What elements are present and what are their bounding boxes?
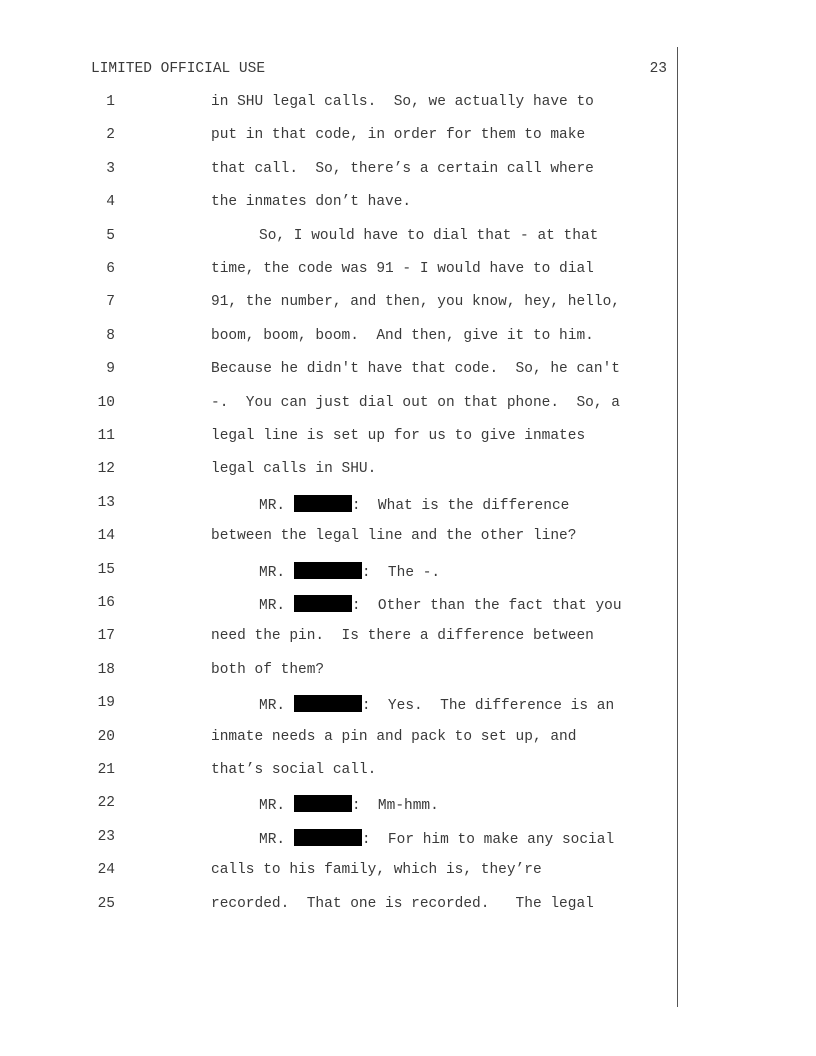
line-number: 2 — [106, 127, 115, 143]
line-number: 20 — [97, 729, 115, 745]
line-text: inmate needs a pin and pack to set up, and — [211, 729, 577, 745]
transcript-line — [0, 228, 680, 248]
line-text — [259, 562, 440, 581]
line-number: 12 — [97, 461, 115, 477]
line-number: 11 — [97, 428, 115, 444]
line-number: 17 — [97, 628, 115, 644]
speaker-prefix: MR. — [259, 698, 294, 714]
transcript-line — [0, 261, 680, 281]
line-text: legal calls in SHU. — [211, 461, 377, 477]
redaction-box — [294, 829, 362, 846]
transcript-line — [0, 528, 680, 548]
line-text — [259, 595, 622, 614]
transcript-line — [0, 896, 680, 916]
line-number: 10 — [97, 395, 115, 411]
line-number: 3 — [106, 161, 115, 177]
transcript-line — [0, 862, 680, 882]
transcript-line — [0, 628, 680, 648]
line-text: So, I would have to dial that - at that — [259, 228, 599, 244]
line-number: 21 — [97, 762, 115, 778]
speech-text: : Yes. The difference is an — [361, 698, 615, 714]
speaker-prefix: MR. — [259, 498, 294, 514]
line-number: 7 — [106, 294, 115, 310]
speech-text: : Other than the fact that you — [351, 598, 622, 614]
line-text: the inmates don’t have. — [211, 194, 412, 210]
transcript-line — [0, 194, 680, 214]
line-text — [259, 795, 439, 814]
page-header — [91, 61, 667, 81]
speech-text: : What is the difference — [351, 498, 570, 514]
transcript-line — [0, 495, 680, 515]
line-number: 19 — [97, 695, 115, 711]
line-number: 23 — [97, 829, 115, 845]
page-number: 23 — [649, 61, 667, 77]
speech-text: : Mm-hmm. — [351, 798, 439, 814]
transcript-line — [0, 428, 680, 448]
line-text: Because he didn't have that code. So, he can't — [211, 361, 620, 377]
line-text: calls to his family, which is, they’re — [211, 862, 542, 878]
speaker-prefix: MR. — [259, 565, 294, 581]
transcript-line — [0, 461, 680, 481]
line-number: 14 — [97, 528, 115, 544]
redaction-box — [294, 595, 352, 612]
speech-text: : The -. — [361, 565, 441, 581]
line-number: 1 — [106, 94, 115, 110]
transcript-line — [0, 161, 680, 181]
transcript-line — [0, 829, 680, 849]
line-text: in SHU legal calls. So, we actually have to — [211, 94, 594, 110]
line-text — [259, 829, 614, 848]
line-text: time, the code was 91 - I would have to dial — [211, 261, 594, 277]
redaction-box — [294, 562, 362, 579]
line-text: 91, the number, and then, you know, hey, hello, — [211, 294, 620, 310]
speaker-prefix: MR. — [259, 798, 294, 814]
line-number: 5 — [106, 228, 115, 244]
line-number: 22 — [97, 795, 115, 811]
speaker-prefix: MR. — [259, 598, 294, 614]
line-text: need the pin. Is there a difference between — [211, 628, 594, 644]
transcript-line — [0, 328, 680, 348]
line-number: 16 — [97, 595, 115, 611]
transcript-line — [0, 762, 680, 782]
line-number: 4 — [106, 194, 115, 210]
line-text: that’s social call. — [211, 762, 377, 778]
transcript-line — [0, 127, 680, 147]
line-number: 25 — [97, 896, 115, 912]
line-number: 6 — [106, 261, 115, 277]
redaction-box — [294, 795, 352, 812]
line-text: legal line is set up for us to give inmates — [211, 428, 586, 444]
transcript-line — [0, 729, 680, 749]
speaker-prefix: MR. — [259, 832, 294, 848]
transcript-line — [0, 294, 680, 314]
transcript-line — [0, 361, 680, 381]
classification-label: LIMITED OFFICIAL USE — [91, 61, 266, 77]
line-text: boom, boom, boom. And then, give it to him. — [211, 328, 594, 344]
line-text: that call. So, there’s a certain call where — [211, 161, 594, 177]
line-number: 18 — [97, 662, 115, 678]
transcript-line — [0, 94, 680, 114]
transcript-line — [0, 395, 680, 415]
line-text: recorded. That one is recorded. The legal — [211, 896, 594, 912]
line-number: 13 — [97, 495, 115, 511]
line-text: -. You can just dial out on that phone. So, a — [211, 395, 620, 411]
line-number: 9 — [106, 361, 115, 377]
speech-text: : For him to make any social — [361, 832, 615, 848]
line-text: put in that code, in order for them to make — [211, 127, 586, 143]
transcript-line — [0, 795, 680, 815]
line-number: 24 — [97, 862, 115, 878]
line-text — [259, 695, 614, 714]
line-number: 8 — [106, 328, 115, 344]
transcript-line — [0, 562, 680, 582]
line-text: between the legal line and the other line? — [211, 528, 577, 544]
transcript-line — [0, 595, 680, 615]
line-number: 15 — [97, 562, 115, 578]
line-text: both of them? — [211, 662, 325, 678]
redaction-box — [294, 495, 352, 512]
transcript-line — [0, 695, 680, 715]
redaction-box — [294, 695, 362, 712]
transcript-line — [0, 662, 680, 682]
line-text — [259, 495, 569, 514]
